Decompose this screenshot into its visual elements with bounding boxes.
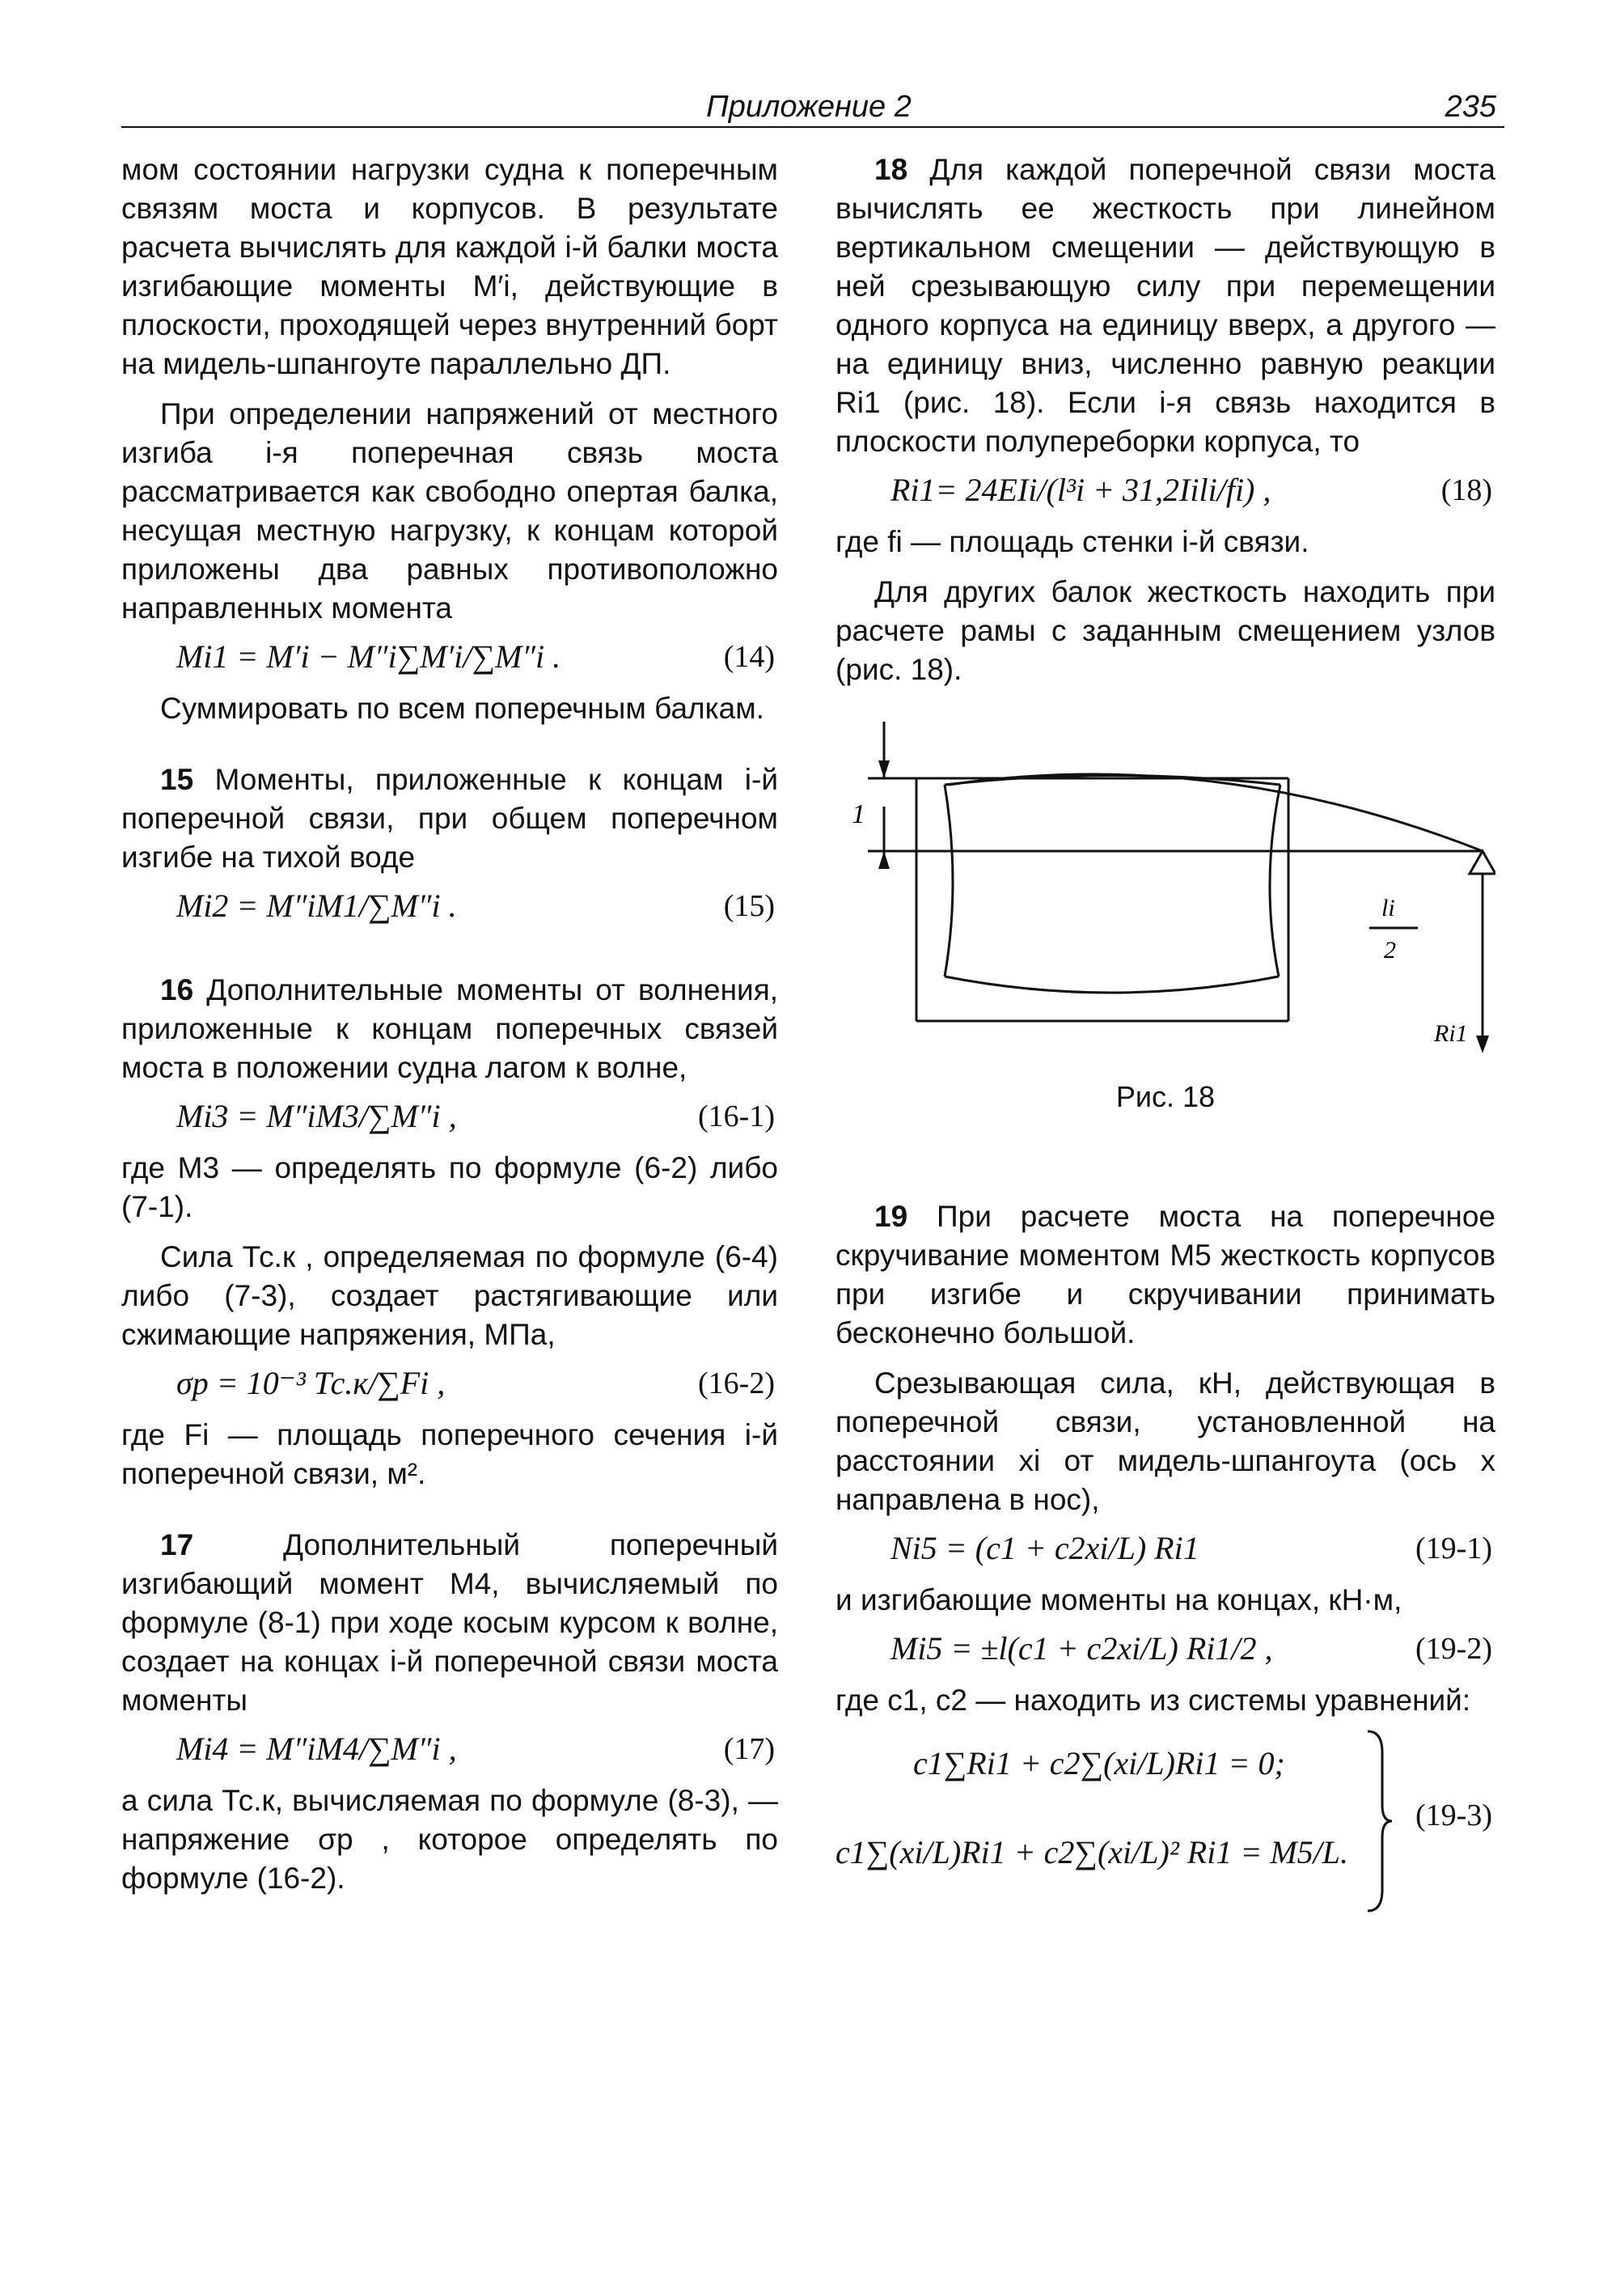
section-16 bbox=[121, 971, 778, 1087]
formula-19-3 bbox=[835, 1728, 1495, 1914]
section-16-text: Дополнительные моменты от волнения, приложенные к концам поперечных связей моста в положении судна лагом к волне, bbox=[121, 973, 779, 1084]
formula-19-1 bbox=[835, 1524, 1495, 1574]
paragraph-where-c: где c1, c2 — находить из системы уравнений: bbox=[835, 1684, 1471, 1717]
formula-18-number: (18) bbox=[1440, 473, 1492, 507]
paragraph-where-m3: где M3 — определять по формуле (6-2) либо (7-1). bbox=[121, 1151, 778, 1223]
formula-19-2-number: (19-2) bbox=[1415, 1632, 1492, 1666]
formula-16-1-expr: Mi3 = M″iM3/∑M″i , bbox=[176, 1098, 457, 1134]
section-18-number: 18 bbox=[874, 153, 908, 186]
formula-19-1-number: (19-1) bbox=[1415, 1531, 1492, 1565]
figure-caption: Рис. 18 bbox=[1115, 1080, 1216, 1113]
page-number: 235 bbox=[1445, 90, 1496, 124]
formula-15-number: (15) bbox=[723, 889, 775, 923]
formula-16-2-number: (16-2) bbox=[698, 1366, 775, 1400]
header-rule bbox=[121, 126, 1504, 128]
section-15-number: 15 bbox=[160, 763, 194, 796]
formula-18 bbox=[835, 466, 1495, 516]
formula-15-expr: Mi2 = M″iM1/∑M″i . bbox=[176, 887, 457, 924]
formula-15 bbox=[121, 882, 778, 932]
paragraph-where-fi-wall: где fi — площадь стенки i-й связи. bbox=[835, 525, 1309, 558]
section-15-text: Моменты, приложенные к концам i-й поперечной связи, при общем поперечном изгибе на тихой воде bbox=[121, 763, 779, 874]
paragraph-shear: Срезывающая сила, кН, действующая в поперечной связи, установленной на расстоянии xi от мидель-шпангоута (ось x направлена в нос), bbox=[835, 1366, 1495, 1516]
right-brace bbox=[1361, 1728, 1394, 1914]
formula-17-expr: Mi4 = M″iM4/∑M″i , bbox=[176, 1730, 457, 1767]
section-19-number: 19 bbox=[874, 1200, 908, 1233]
paragraph-where-fi: где Fi — площадь поперечного сечения i-й поперечной связи, м². bbox=[121, 1418, 778, 1490]
formula-17 bbox=[121, 1725, 778, 1775]
formula-19-2 bbox=[835, 1625, 1495, 1675]
section-18 bbox=[835, 150, 1495, 461]
section-17 bbox=[121, 1526, 778, 1720]
figure-18-drawing bbox=[835, 722, 1495, 1070]
formula-14-expr: Mi1 = M′i − M″i∑M′i/∑M″i . bbox=[176, 638, 561, 675]
section-17-text: Дополнительный поперечный изгибающий момент M4, вычисляемый по формуле (8-1) при ходе косым курсом к волне, создает на концах i-й поперечной связи моста моменты bbox=[121, 1528, 779, 1717]
fig-label-2: 2 bbox=[1384, 937, 1396, 964]
formula-19-3-row2: c1∑(xi/L)Ri1 + c2∑(xi/L)² Ri1 = M5/L. bbox=[835, 1834, 1349, 1870]
formula-16-1 bbox=[121, 1092, 778, 1142]
section-19 bbox=[835, 1197, 1495, 1353]
paragraph-continuation: мом состоянии нагрузки судна к поперечным связям моста и корпусов. В результате расчета вычислять для каждой i-й балки моста изгибающие моменты M′i, действующие в плоскости, проходящей через внутренний борт на мидель-шпангоуте параллельно ДП. bbox=[121, 153, 778, 380]
figure-18 bbox=[835, 722, 1495, 1070]
formula-14 bbox=[121, 633, 778, 683]
formula-18-expr: Ri1= 24EIi/(l³i + 31,2Iili/fi) , bbox=[890, 472, 1271, 508]
formula-16-2 bbox=[121, 1359, 778, 1409]
paragraph-moments: и изгибающие моменты на концах, кН·м, bbox=[835, 1583, 1402, 1616]
paragraph-local-bending: При определении напряжений от местного изгиба i-я поперечная связь моста рассматривается как свободно опертая балка, несущая местную нагрузку, к концам которой приложены два равных противоположно направленных момента bbox=[121, 397, 778, 625]
section-17-number: 17 bbox=[160, 1528, 194, 1561]
section-19-text: При расчете моста на поперечное скручивание моментом M5 жесткость корпусов при изгибе и скручивании принимать бесконечно большой. bbox=[835, 1200, 1495, 1349]
paragraph-force: Сила Тс.к , определяемая по формуле (6-4) либо (7-3), создает растягивающие или сжимающие напряжения, МПа, bbox=[121, 1240, 778, 1351]
fig-label-li: li bbox=[1381, 895, 1395, 921]
formula-16-2-expr: σр = 10⁻³ Тс.к/∑Fi , bbox=[176, 1365, 446, 1401]
formula-14-number: (14) bbox=[723, 640, 775, 674]
fig-label-1: 1 bbox=[852, 799, 865, 829]
running-header-title: Приложение 2 bbox=[706, 90, 912, 124]
left-column bbox=[121, 150, 778, 1898]
section-18-text: Для каждой поперечной связи моста вычислять ее жесткость при линейном вертикальном смещении — действующую в ней срезывающую силу при перемещении одного корпуса на единицу вверх, а другого — на единицу вниз, численно равную реакции Ri1 (рис. 18). Если i-я связь находится в плоскости полупереборки корпуса, то bbox=[835, 153, 1495, 458]
right-column bbox=[835, 150, 1495, 1914]
paragraph-other-beams: Для других балок жесткость находить при расчете рамы с заданным смещением узлов (рис. 18). bbox=[835, 575, 1495, 686]
paragraph-sum: Суммировать по всем поперечным балкам. bbox=[160, 692, 764, 725]
paragraph-after-17: а сила Тс.к, вычисляемая по формуле (8-3), — напряжение σр , которое определять по формуле (16-2). bbox=[121, 1784, 778, 1895]
section-16-number: 16 bbox=[160, 973, 194, 1006]
formula-19-2-expr: Mi5 = ±l(c1 + c2xi/L) Ri1/2 , bbox=[890, 1630, 1273, 1667]
formula-19-3-row1: c1∑Ri1 + c2∑(xi/L)Ri1 = 0; bbox=[913, 1745, 1285, 1781]
running-header bbox=[121, 87, 1496, 129]
formula-17-number: (17) bbox=[723, 1732, 775, 1766]
fig-label-r: Ri1 bbox=[1434, 1020, 1468, 1047]
formula-19-1-expr: Ni5 = (c1 + c2xi/L) Ri1 bbox=[890, 1530, 1199, 1566]
section-15 bbox=[121, 760, 778, 877]
formula-16-1-number: (16-1) bbox=[698, 1099, 775, 1133]
formula-19-3-number: (19-3) bbox=[1415, 1798, 1492, 1832]
